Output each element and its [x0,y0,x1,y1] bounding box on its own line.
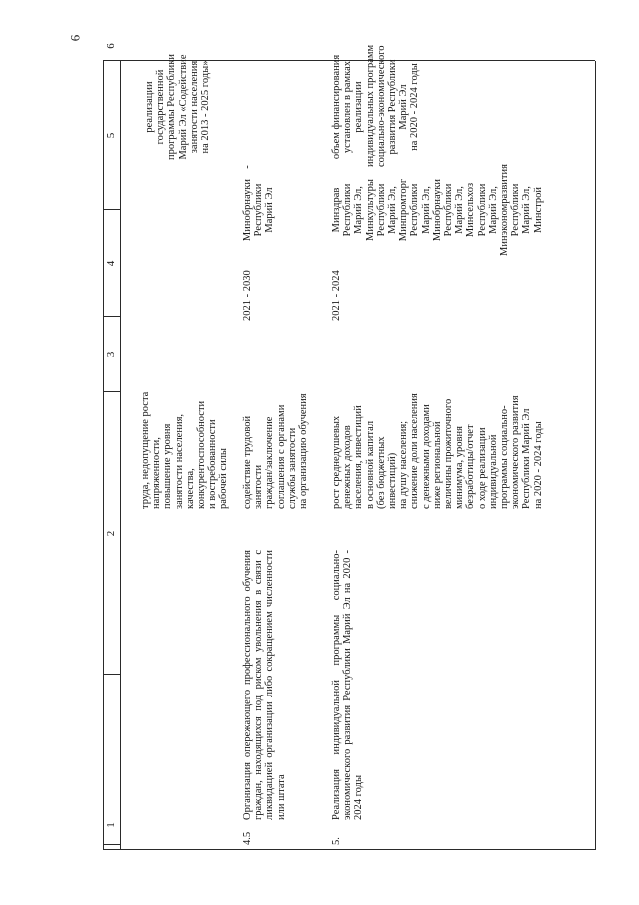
row-2-executor: Минобрнауки Республики Марий Эл [242,178,276,242]
row-3-number: 5. [331,837,342,845]
row-3-result: рост среднедушевых денежных доходов населения, инвестиций в основной капитал (без бюджетных инвестиций) на душу населения; снижение доли населения с денежными доходами ниже региональной величины прожиточного минимума, уровня безработицы/отчет о ходе реализации индивидуальной программы социально- экономического развития Республики Марий Эл на 2020 - 2024 годы [331,393,544,509]
row-3-period: 2021 - 2024 [331,270,342,321]
row-1-result: труда, недопущение роста напряженности, повышение уровня занятости населения, качества, конкурентоспособности и востребованности рабочей силы [140,391,230,509]
row-3-executor: Минздрав Республики Марий Эл, Минкультуры Республики Марий Эл, Минпромторг Республики Марий Эл, Минобрнауки Республики Марий Эл, Минсельхоз Республики Марий Эл, Минэкономразвития Республики Марий Эл, Минстрой [331,164,544,256]
header-bottom-border [120,61,121,850]
table-top-border [103,61,104,850]
header-col-1: 1 [105,822,117,828]
header-col-5: 5 [105,132,117,139]
page-number: 6 [67,34,83,42]
header-col-2: 2 [105,530,117,537]
row-3-financing: объем финансирования установлен в рамках реализации индивидуальных программ социально-экономического развития Республики Марий Эл на 2020 - 2024 годы [331,44,421,167]
row-3-measure: Реализация индивидуальной программы социально-экономического развития Республики Марий Эл на 2020 - 2024 годы [331,550,365,820]
header-col-3: 3 [105,351,117,358]
table-left-border [103,849,595,850]
table-bottom-border [595,61,596,850]
header-col-4: 4 [105,260,117,267]
row-2-period: 2021 - 2030 [242,270,253,321]
row-2-number: 4.5 [242,831,253,845]
row-2-result: содействие трудовой занятости граждан/заключение соглашения с органами службы занятости на организацию обучения [242,393,310,509]
header-col-6: 6 [105,43,117,49]
row-2-financing: - [242,165,253,169]
row-1-financing: реализации государственной программы Республики Марий Эл «Содействие занятости населения на 2013 - 2025 годы» [144,54,212,160]
row-2-measure: Организация опережающего профессионального обучения граждан, находящихся под риском увольнения в связи с ликвидацией организации либо сокращением численности или штата [242,550,287,820]
